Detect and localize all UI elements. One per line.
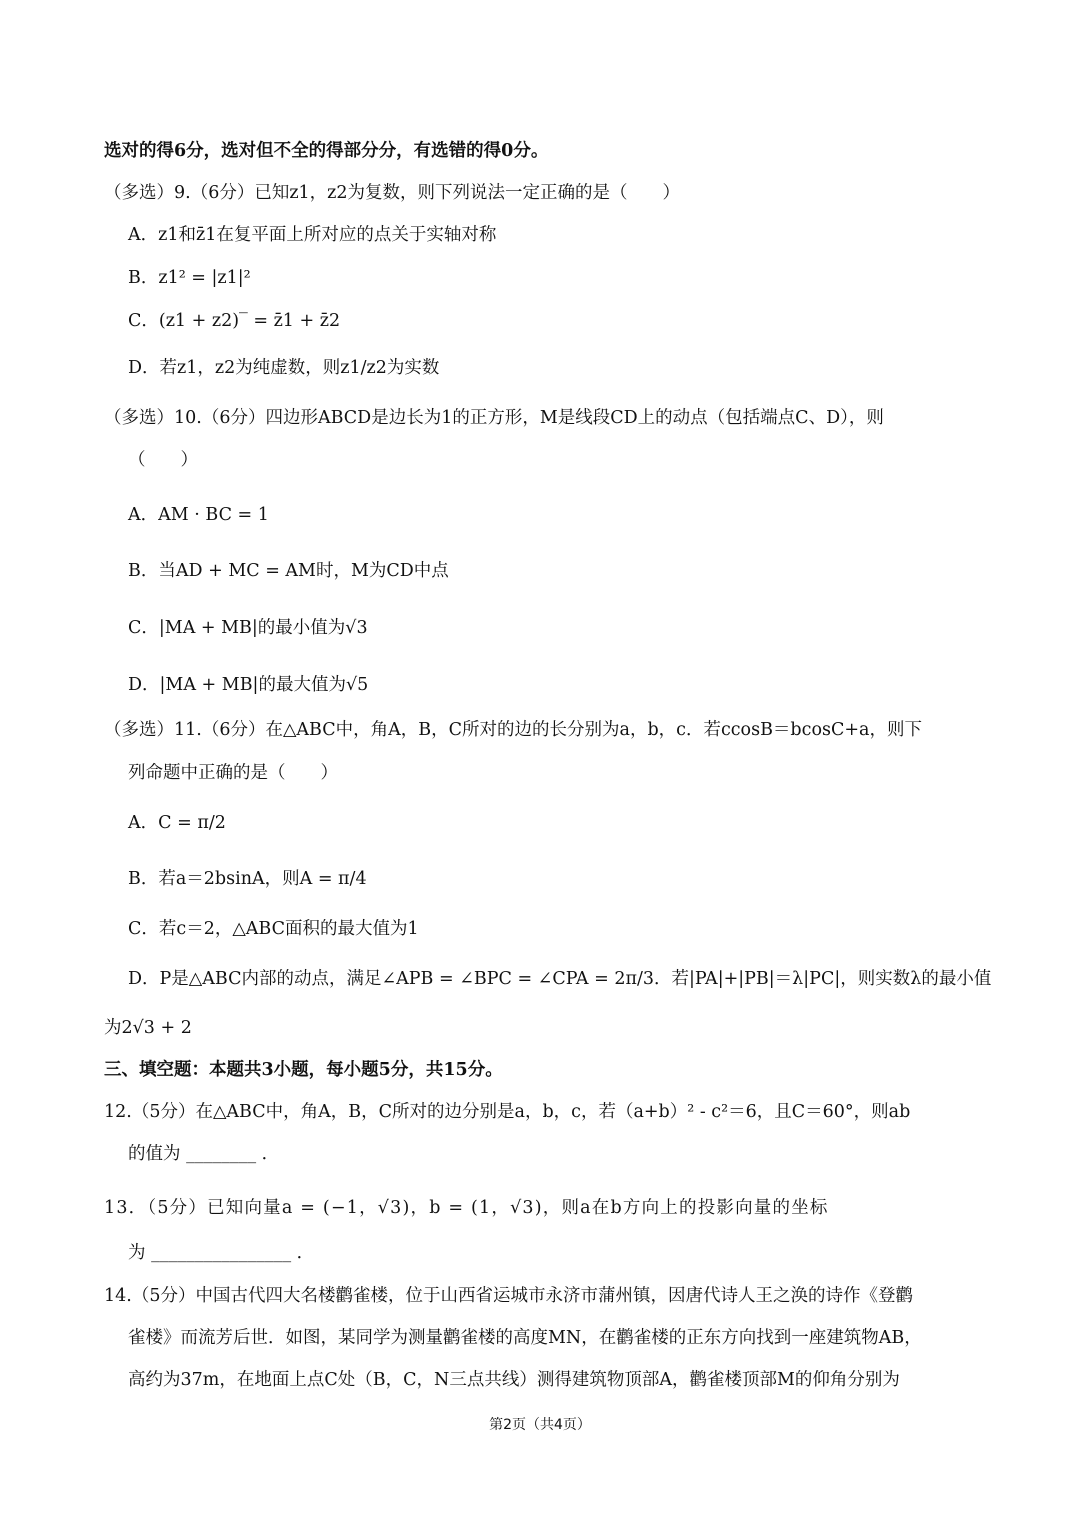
q12-stem-cont: 的值为 ________ ．: [128, 1144, 280, 1164]
q11-option-d-cont: 为2√3 + 2: [104, 1018, 192, 1038]
q10-option-b: B．当AD + MC = AM时，M为CD中点: [128, 561, 449, 581]
q9-option-a: A．z1和z̄1在复平面上所对应的点关于实轴对称: [128, 225, 497, 245]
q11-option-d: D．P是△ABC内部的动点，满足∠APB = ∠BPC = ∠CPA = 2π/3．若|PA|+|PB|＝λ|PC|，则实数λ的最小值: [128, 969, 992, 989]
q10-option-c: C．|MA + MB|的最小值为√3: [128, 618, 368, 638]
q11-option-a: A．C = π/2: [128, 813, 226, 833]
q9-option-c: C．(z1 + z2)‾ = z̄1 + z̄2: [128, 311, 341, 331]
q9-option-d: D．若z1，z2为纯虚数，则z1/z2为实数: [128, 358, 440, 378]
page-footer: 第2页（共4页）: [489, 1417, 591, 1433]
q11-stem: （多选）11.（6分）在△ABC中，角A，B，C所对的边的长分别为a，b，c．若ccosB＝bcosC+a，则下: [104, 720, 922, 740]
instruction: 选对的得6分，选对但不全的得部分分，有选错的得0分。: [104, 141, 549, 161]
q10-stem-paren: （ ）: [128, 450, 198, 470]
q10-stem: （多选）10.（6分）四边形ABCD是边长为1的正方形，M是线段CD上的动点（包括端点C、D），则: [104, 408, 884, 428]
q9-stem: （多选）9.（6分）已知z1，z2为复数，则下列说法一定正确的是（ ）: [104, 183, 681, 203]
q9-option-b: B．z1² = |z1|²: [128, 268, 251, 288]
q10-option-a: A．AM · BC = 1: [128, 505, 269, 525]
q11-stem-cont: 列命题中正确的是（ ）: [128, 763, 338, 783]
q14-line-2: 雀楼》而流芳后世．如图，某同学为测量鹳雀楼的高度MN，在鹳雀楼的正东方向找到一座建筑物AB，: [128, 1328, 922, 1348]
q10-option-d: D．|MA + MB|的最大值为√5: [128, 675, 369, 695]
q13-stem-cont: 为 ________________ ．: [128, 1243, 315, 1263]
q11-option-c: C．若c＝2，△ABC面积的最大值为1: [128, 919, 419, 939]
q14-line-1: 14.（5分）中国古代四大名楼鹳雀楼，位于山西省运城市永济市蒲州镇，因唐代诗人王之涣的诗作《登鹳: [104, 1286, 913, 1306]
q11-option-b: B．若a＝2bsinA，则A = π/4: [128, 869, 367, 889]
section-3-heading: 三、填空题：本题共3小题，每小题5分，共15分。: [104, 1060, 503, 1080]
q13-stem: 13．（5分）已知向量a = (−1，√3)，b = (1，√3)，则a在b方向上的投影向量的坐标: [104, 1198, 829, 1218]
q12-stem: 12.（5分）在△ABC中，角A，B，C所对的边分别是a，b，c，若（a+b）² - c²＝6，且C＝60°，则ab: [104, 1102, 911, 1122]
q14-line-3: 高约为37m，在地面上点C处（B，C，N三点共线）测得建筑物顶部A，鹳雀楼顶部M的仰角分别为: [128, 1370, 900, 1390]
